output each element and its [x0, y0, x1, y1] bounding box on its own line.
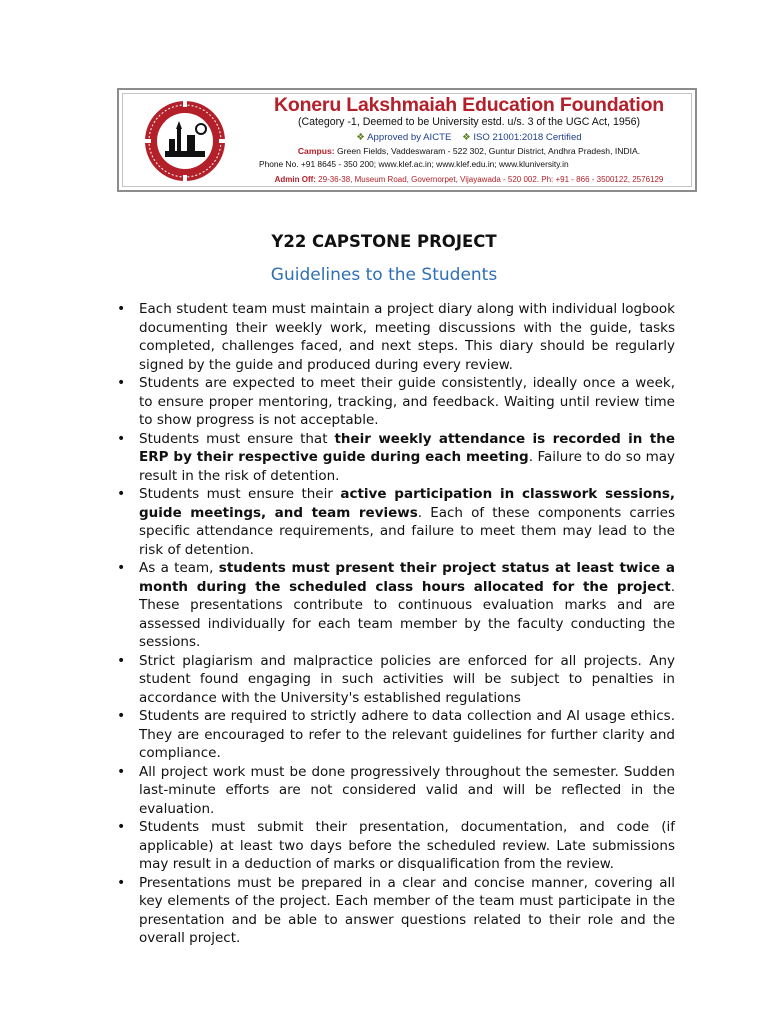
guideline-text: Students must ensure their	[139, 486, 341, 502]
guideline-emphasis: students must present their project status at least twice a month during the scheduled class hours allocated for the project	[139, 560, 675, 595]
guideline-item	[117, 300, 675, 374]
guideline-item	[117, 430, 675, 486]
guideline-text: Strict plagiarism and malpractice policies are enforced for all projects. Any student found engaging in such activities will be subject to penalties in accordance with the University's established regulations	[139, 652, 675, 706]
guideline-text: Each student team must maintain a project diary along with individual logbook documenting their weekly work, meeting discussions with the guide, tasks completed, challenges faced, and next steps. This diary should be regularly signed by the guide and produced during every review.	[139, 301, 675, 373]
admin-office-address	[249, 173, 689, 186]
document-subtitle: Guidelines to the Students	[270, 265, 498, 285]
guideline-emphasis: their weekly attendance is recorded in the ERP by their respective guide during each meeting	[139, 430, 675, 465]
guideline-text-tail: . These presentations contribute to continuous evaluation marks and are assessed individually for each team member by the faculty conducting the sessions.	[139, 578, 675, 650]
campus-address	[249, 145, 689, 158]
accreditation-line	[249, 131, 689, 145]
guideline-text: Students are required to strictly adhere to data collection and AI usage ethics. They are encouraged to refer to the relevant guidelines for further clarity and compliance.	[139, 708, 675, 761]
letterhead	[117, 88, 697, 192]
guideline-text-tail: . Failure to do so may result in the risk of detention.	[139, 449, 675, 484]
aicte-approval: Approved by AICTE	[367, 132, 452, 143]
guidelines-list	[117, 300, 675, 948]
guideline-text: Students must submit their presentation, documentation, and code (if applicable) at least two days before the scheduled review. Late submissions may result in a deduction of marks or disqualification from the review.	[139, 819, 675, 872]
campus-text: Green Fields, Vaddeswaram - 522 302, Guntur District, Andhra Pradesh, INDIA.	[337, 146, 641, 156]
guideline-item	[117, 374, 675, 430]
guideline-text: Students are expected to meet their guide consistently, ideally once a week, to ensure proper mentoring, tracking, and feedback. Waiting until review time to show progress is not acceptable.	[139, 375, 675, 428]
campus-label: Campus:	[297, 146, 335, 156]
diamond-icon: ❖	[462, 132, 471, 143]
guideline-item	[117, 707, 675, 763]
organization-category: (Category -1, Deemed to be University estd. u/s. 3 of the UGC Act, 1956)	[297, 116, 641, 128]
phone-and-websites: Phone No. +91 8645 - 350 200; www.klef.ac.in; www.klef.edu.in; www.kluniversity.in	[259, 159, 569, 169]
university-seal-icon	[143, 99, 227, 183]
admin-text: 29-36-38, Museum Road, Governorpet, Vijayawada - 520 002. Ph: +91 - 866 - 3500122, 2576129	[318, 175, 664, 184]
diamond-icon: ❖	[356, 132, 365, 143]
guideline-item	[117, 652, 675, 708]
guideline-item	[117, 559, 675, 652]
guideline-item	[117, 874, 675, 948]
guideline-text-tail: . Each of these components carries specific attendance requirements, and failure to meet them may lead to the risk of detention.	[139, 504, 676, 558]
guideline-text: All project work must be done progressively throughout the semester. Sudden last-minute efforts are not considered valid and will be reflected in the evaluation.	[139, 763, 675, 817]
guideline-text: As a team,	[139, 560, 219, 576]
iso-certification: ISO 21001:2018 Certified	[473, 132, 582, 143]
guideline-emphasis: active participation in classwork sessions, guide meetings, and team reviews	[139, 486, 676, 521]
guideline-item	[117, 763, 675, 819]
guideline-text: Presentations must be prepared in a clear and concise manner, covering all key elements of the project. Each member of the team must participate in the presentation and be able to answer questions related to their role and the overall project.	[139, 874, 675, 946]
organization-name: Koneru Lakshmaiah Education Foundation	[273, 94, 664, 116]
admin-label: Admin Off:	[274, 175, 316, 184]
guideline-item	[117, 485, 675, 559]
guideline-text: Students must ensure that	[139, 430, 335, 447]
guideline-item	[117, 818, 675, 874]
document-title: Y22 CAPSTONE PROJECT	[271, 232, 497, 251]
